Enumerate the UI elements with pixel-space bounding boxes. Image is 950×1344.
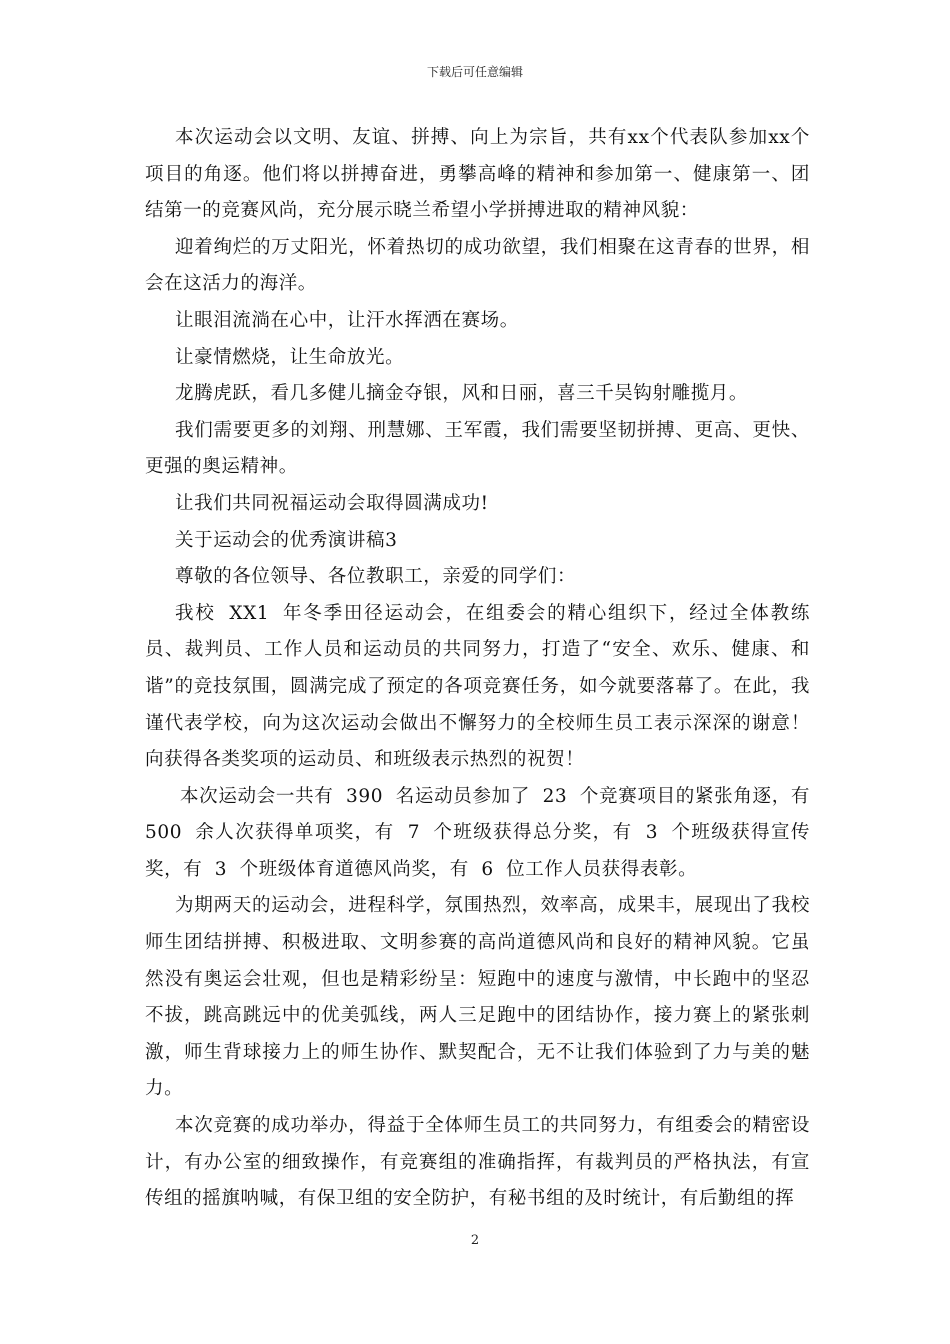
- salutation: 尊敬的各位领导、各位教职工，亲爱的同学们：: [175, 566, 577, 588]
- paragraph-passion: 让豪情燃烧，让生命放光。: [175, 346, 405, 368]
- document-body: [145, 120, 810, 1218]
- paragraph-statistics: 本次运动会一共有 390 名运动员参加了 23 个竞赛项目的紧张角逐，有500 余人次获得单项奖，有 7 个班级获得总分奖，有 3 个班级获得宣传奖，有 3 个班级体育道德风尚奖，有 6 位工作人员获得表彰。: [145, 785, 810, 880]
- paragraph-success: 本次竞赛的成功举办，得益于全体师生员工的共同努力，有组委会的精密设计，有办公室的细致操作，有竞赛组的准确指挥，有裁判员的严格执法，有宣传组的摇旗呐喊，有保卫组的安全防护，有秘书组的及时统计，有后勤组的挥: [145, 1115, 810, 1210]
- page-header: 下载后可任意编辑: [426, 65, 523, 79]
- paragraph-blessing: 让我们共同祝福运动会取得圆满成功!: [175, 492, 489, 514]
- paragraph-olympic-spirit: 我们需要更多的刘翔、刑慧娜、王军霞，我们需要坚韧拼搏、更高、更快、更强的奥运精神。: [145, 419, 810, 478]
- paragraph-intro: 本次运动会以文明、友谊、拼搏、向上为宗旨，共有xx个代表队参加xx个项目的角逐。他们将以拼搏奋进，勇攀高峰的精神和参加第一、健康第一、团结第一的竞赛风尚，充分展示晓兰希望小学拼搏进取的精神风貌：: [145, 127, 810, 222]
- section-title: 关于运动会的优秀演讲稿3: [175, 529, 398, 551]
- paragraph-tears: 让眼泪流淌在心中，让汗水挥洒在赛场。: [175, 309, 519, 331]
- paragraph-school-meet: 我校 XX1 年冬季田径运动会，在组委会的精心组织下，经过全体教练员、裁判员、工作人员和运动员的共同努力，打造了“安全、欢乐、健康、和谐”的竞技氛围，圆满完成了预定的各项竞赛任务，如今就要落幕了。在此，我谨代表学校，向为这次运动会做出不懈努力的全校师生员工表示深深的谢意！向获得各类奖项的运动员、和班级表示热烈的祝贺！: [145, 602, 810, 771]
- paragraph-dragon: 龙腾虎跃，看几多健儿摘金夺银，风和日丽，喜三千吴钩射雕揽月。: [175, 383, 749, 405]
- page-number: 2: [470, 1233, 480, 1248]
- paragraph-two-days: 为期两天的运动会，进程科学，氛围热烈，效率高，成果丰，展现出了我校师生团结拼搏、积极进取、文明参赛的高尚道德风尚和良好的精神风貌。它虽然没有奥运会壮观，但也是精彩纷呈：短跑中的速度与激情，中长跑中的坚忍不拔，跳高跳远中的优美弧线，两人三足跑中的团结协作，接力赛上的紧张刺激，师生背球接力上的师生协作、默契配合，无不让我们体验到了力与美的魅力。: [145, 895, 810, 1100]
- paragraph-sunshine: 迎着绚烂的万丈阳光，怀着热切的成功欲望，我们相聚在这青春的世界，相会在这活力的海洋。: [145, 236, 810, 295]
